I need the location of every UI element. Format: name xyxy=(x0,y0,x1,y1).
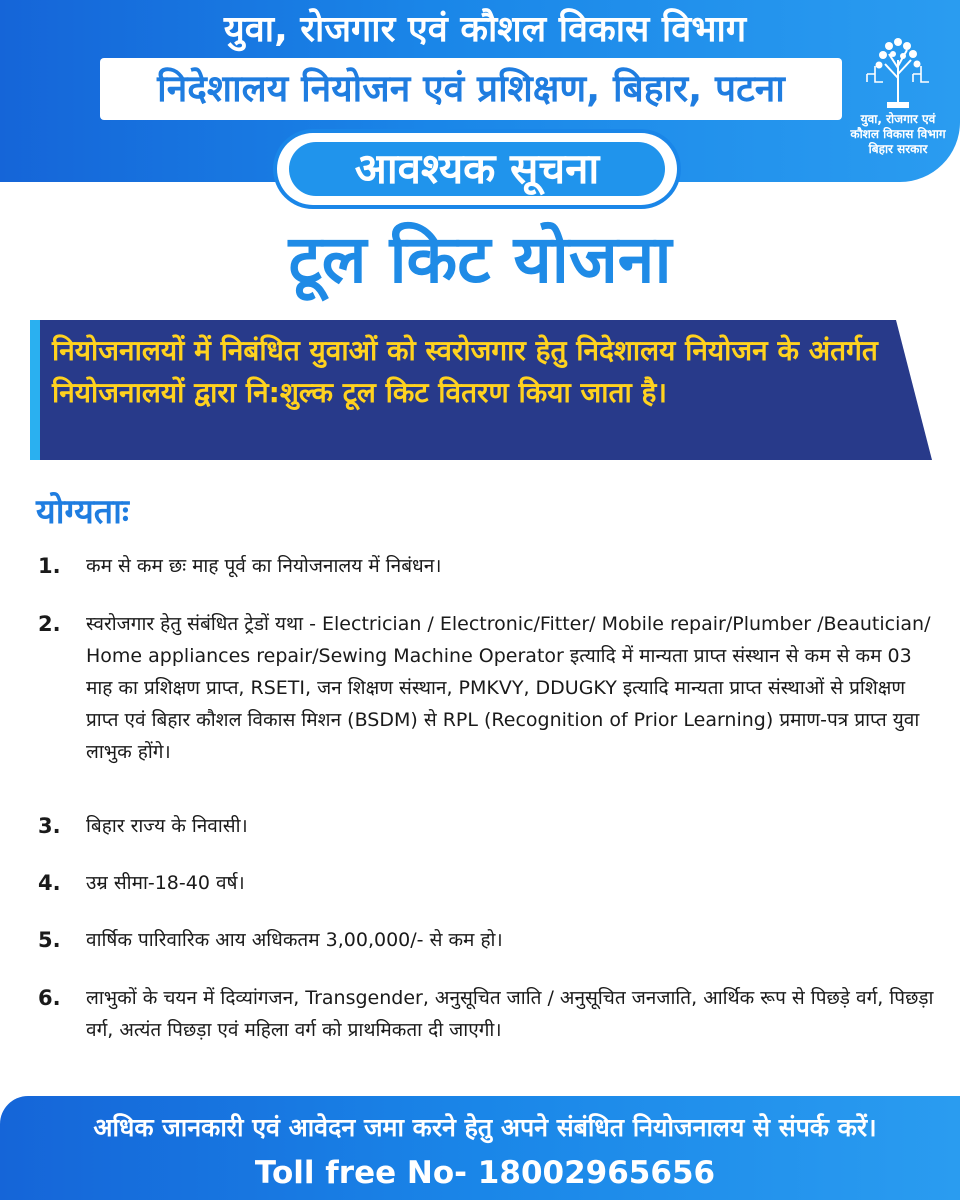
eligibility-title: योग्यताः xyxy=(36,492,129,532)
item-text: लाभुकों के चयन में दिव्यांगजन, Transgender, अनुसूचित जाति / अनुसूचित जनजाति, आर्थिक रूप से पिछड़े वर्ग, पिछड़ा वर्ग, अत्यंत पिछड़ा एवं महिला वर्ग को प्राथमिकता दी जाएगी। xyxy=(86,987,934,1041)
item-number: 5. xyxy=(38,928,61,952)
department-title: युवा, रोजगार एवं कौशल विकास विभाग xyxy=(223,9,747,50)
logo-caption-line-3: बिहार सरकार xyxy=(868,142,928,156)
scheme-title: टूल किट योजना xyxy=(288,221,672,298)
logo-caption-line-2: कौशल विकास विभाग xyxy=(850,127,946,141)
item-text: स्वरोजगार हेतु संबंधित ट्रेडों यथा - Electrician / Electronic/Fitter/ Mobile repair/Plumber /Beautician/ Home appliances repair/Sewing Machine Operator इत्यादि में मान्यता प्राप्त संस्थान से कम से कम 03 माह का प्रशिक्षण प्राप्त, RSETI, जन शिक्षण संस्थान, PMKVY, DDUGKY इत्यादि मान्यता प्राप्त संस्थाओं से प्रशिक्षण प्राप्त एवं बिहार कौशल विकास मिशन (BSDM) से RPL (Recognition of Prior Learning) प्रमाण-पत्र प्राप्त युवा लाभुक होंगे। xyxy=(86,613,931,763)
eligibility-item-2 xyxy=(38,608,938,768)
department-logo xyxy=(842,30,954,160)
tree-emblem-icon xyxy=(863,30,933,112)
item-text: कम से कम छः माह पूर्व का नियोजनालय में निबंधन। xyxy=(86,555,442,577)
item-number: 1. xyxy=(38,554,61,578)
eligibility-item-1 xyxy=(38,550,938,582)
logo-caption-line-1: युवा, रोजगार एवं xyxy=(860,112,936,126)
eligibility-item-3 xyxy=(38,810,938,842)
item-number: 6. xyxy=(38,986,61,1010)
contact-text: अधिक जानकारी एवं आवेदन जमा करने हेतु अपने संबंधित नियोजनालय से संपर्क करें। xyxy=(93,1113,877,1142)
banner-text: नियोजनालयों में निबंधित युवाओं को स्वरोजगार हेतु निदेशालय नियोजन के अंतर्गत नियोजनालयों द्वारा नि:शुल्क टूल किट वितरण किया जाता है। xyxy=(52,334,878,409)
eligibility-item-6 xyxy=(38,982,938,1046)
toll-free-number: Toll free No- 18002965656 xyxy=(254,1155,716,1191)
notice-pill xyxy=(277,133,677,205)
banner-accent-bar xyxy=(30,320,40,460)
item-number: 2. xyxy=(38,612,61,636)
item-text: उम्र सीमा-18-40 वर्ष। xyxy=(86,872,245,894)
notice-label: आवश्यक सूचना xyxy=(289,142,665,196)
item-number: 4. xyxy=(38,871,61,895)
item-text: बिहार राज्य के निवासी। xyxy=(86,815,248,837)
eligibility-item-4 xyxy=(38,867,938,899)
directorate-title: निदेशालय नियोजन एवं प्रशिक्षण, बिहार, पटना xyxy=(100,58,842,120)
item-text: वार्षिक पारिवारिक आय अधिकतम 3,00,000/- से कम हो। xyxy=(86,929,503,951)
item-number: 3. xyxy=(38,814,61,838)
eligibility-item-5 xyxy=(38,924,938,956)
